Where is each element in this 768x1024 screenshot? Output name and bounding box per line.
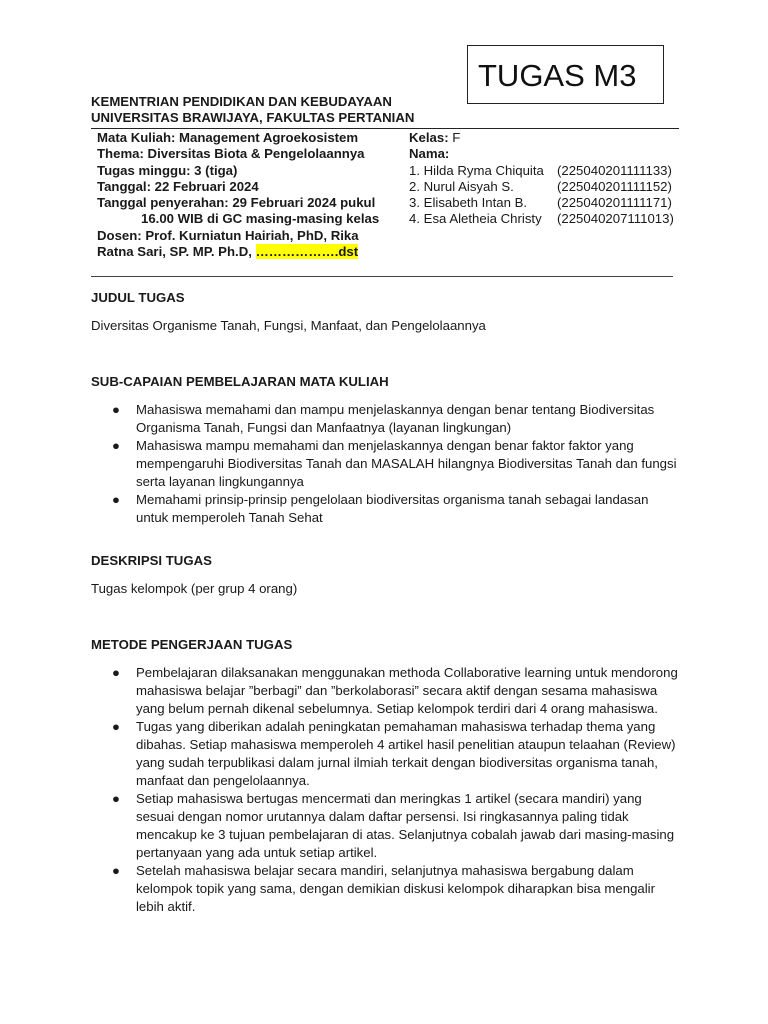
deskripsi-heading: DESKRIPSI TUGAS: [91, 553, 212, 568]
list-item: [0, 664, 678, 718]
lecturer-line-2: [97, 244, 397, 260]
ministry-heading: KEMENTRIAN PENDIDIKAN DAN KEBUDAYAAN: [91, 94, 392, 109]
member-row: [409, 195, 689, 211]
group-info: [409, 130, 689, 228]
list-item: [0, 718, 678, 790]
list-item: [0, 790, 678, 862]
bullet-icon: ●: [112, 402, 120, 417]
member-row: [409, 163, 689, 179]
member-nim: (225040201111133): [557, 162, 672, 178]
assignment-title-box: TUGAS M3: [467, 45, 664, 104]
deskripsi-text: Tugas kelompok (per grup 4 orang): [91, 581, 298, 596]
lecturer-line-1: Dosen: Prof. Kurniatun Hairiah, PhD, Rika: [97, 227, 359, 243]
course-theme: Thema: Diversitas Biota & Pengelolaannya: [97, 146, 365, 162]
subcapaian-list: [0, 401, 678, 527]
bullet-icon: ●: [112, 665, 120, 680]
course-name: Mata Kuliah: Management Agroekosistem: [97, 130, 359, 145]
members-label: Nama:: [409, 146, 450, 162]
metode-list: [0, 664, 678, 916]
member-name: 1. Hilda Ryma Chiquita: [409, 162, 544, 178]
bullet-icon: ●: [112, 791, 120, 806]
member-name: 2. Nurul Aisyah S.: [409, 178, 514, 194]
list-item-text: Mahasiswa memahami dan mampu menjelaskannya dengan benar tentang Biodiversitas Organisma Tanah, Fungsi dan Manfaatnya (layanan lingkungan): [136, 402, 655, 435]
metode-heading: METODE PENGERJAAN TUGAS: [91, 637, 293, 652]
bullet-icon: ●: [112, 719, 120, 734]
class-label: Kelas:: [409, 130, 449, 145]
list-item-text: Pembelajaran dilaksanakan menggunakan methoda Collaborative learning untuk mendorong mahasiswa belajar ”berbagi” dan ”berkolaborasi” secara aktif dengan sesama mahasiswa yang belum pernah dikenal sebelumnya. Setiap kelompok terdiri dari 4 orang mahasiswa.: [136, 665, 678, 716]
course-info: [97, 130, 397, 260]
submission-detail: 16.00 WIB di GC masing-masing kelas: [141, 211, 380, 227]
submission-date: Tanggal penyerahan: 29 Februari 2024 pukul: [97, 195, 376, 211]
list-item-text: Memahami prinsip-prinsip pengelolaan biodiversitas organisma tanah sebagai landasan untuk memperoleh Tanah Sehat: [136, 492, 649, 525]
list-item-text: Setiap mahasiswa bertugas mencermati dan meringkas 1 artikel (secara mandiri) yang sesuai dengan nomor urutannya dalam daftar persensi. Isi ringkasannya paling tidak mencakup ke 3 tujuan pembelajaran di atas. Selanjutnya cobalah jawab dari masing-masing pertanyaan yang ada untuk setiap artikel.: [136, 791, 675, 860]
member-nim: (225040207111013): [557, 211, 674, 227]
member-name: 3. Elisabeth Intan B.: [409, 195, 528, 211]
judul-heading: JUDUL TUGAS: [91, 290, 185, 305]
info-divider: [91, 276, 673, 277]
subcapaian-heading: SUB-CAPAIAN PEMBELAJARAN MATA KULIAH: [91, 374, 389, 389]
list-item: [0, 862, 678, 916]
member-nim: (225040201111152): [557, 178, 672, 194]
list-item-text: Mahasiswa mampu memahami dan menjelaskannya dengan benar faktor faktor yang mempengaruhi Biodiversitas Tanah dan MASALAH hilangnya Biodiversitas Tanah dan fungsi serta layanan lingkungannya: [136, 438, 677, 489]
judul-text: Diversitas Organisme Tanah, Fungsi, Manfaat, dan Pengelolaannya: [91, 318, 486, 333]
class-value: F: [448, 130, 461, 145]
list-item: [0, 437, 678, 491]
bullet-icon: ●: [112, 492, 120, 507]
member-nim: (225040201111171): [557, 195, 672, 211]
list-item: [0, 401, 678, 437]
member-name: 4. Esa Aletheia Christy: [409, 211, 542, 227]
lecturer-names: Ratna Sari, SP. MP. Ph.D,: [97, 244, 256, 260]
assignment-week: Tugas minggu: 3 (tiga): [97, 162, 238, 178]
list-item: [0, 491, 678, 527]
bullet-icon: ●: [112, 438, 120, 453]
header-divider: [91, 128, 679, 129]
list-item-text: Setelah mahasiswa belajar secara mandiri, selanjutnya mahasiswa bergabung dalam kelompok topik yang sama, dengan demikian diskusi kelompok diharapkan bisa mengalir lebih aktif.: [136, 863, 655, 914]
bullet-icon: ●: [112, 863, 120, 878]
assignment-date: Tanggal: 22 Februari 2024: [97, 178, 259, 194]
lecturer-highlight: ……………….dst: [255, 244, 359, 260]
list-item-text: Tugas yang diberikan adalah peningkatan pemahaman mahasiswa terhadap thema yang dibahas. Setiap mahasiswa memperoleh 4 artikel hasil penelitian ataupun telaahan (Review) yang sudah terpublikasi dalam jurnal ilmiah terkait dengan biodiversitas organisma tanah, manfaat dan pengelolaannya.: [136, 719, 676, 788]
class-line: [409, 130, 689, 146]
member-row: [409, 179, 689, 195]
member-row: [409, 211, 689, 227]
university-heading: UNIVERSITAS BRAWIJAYA, FAKULTAS PERTANIAN: [91, 110, 415, 125]
